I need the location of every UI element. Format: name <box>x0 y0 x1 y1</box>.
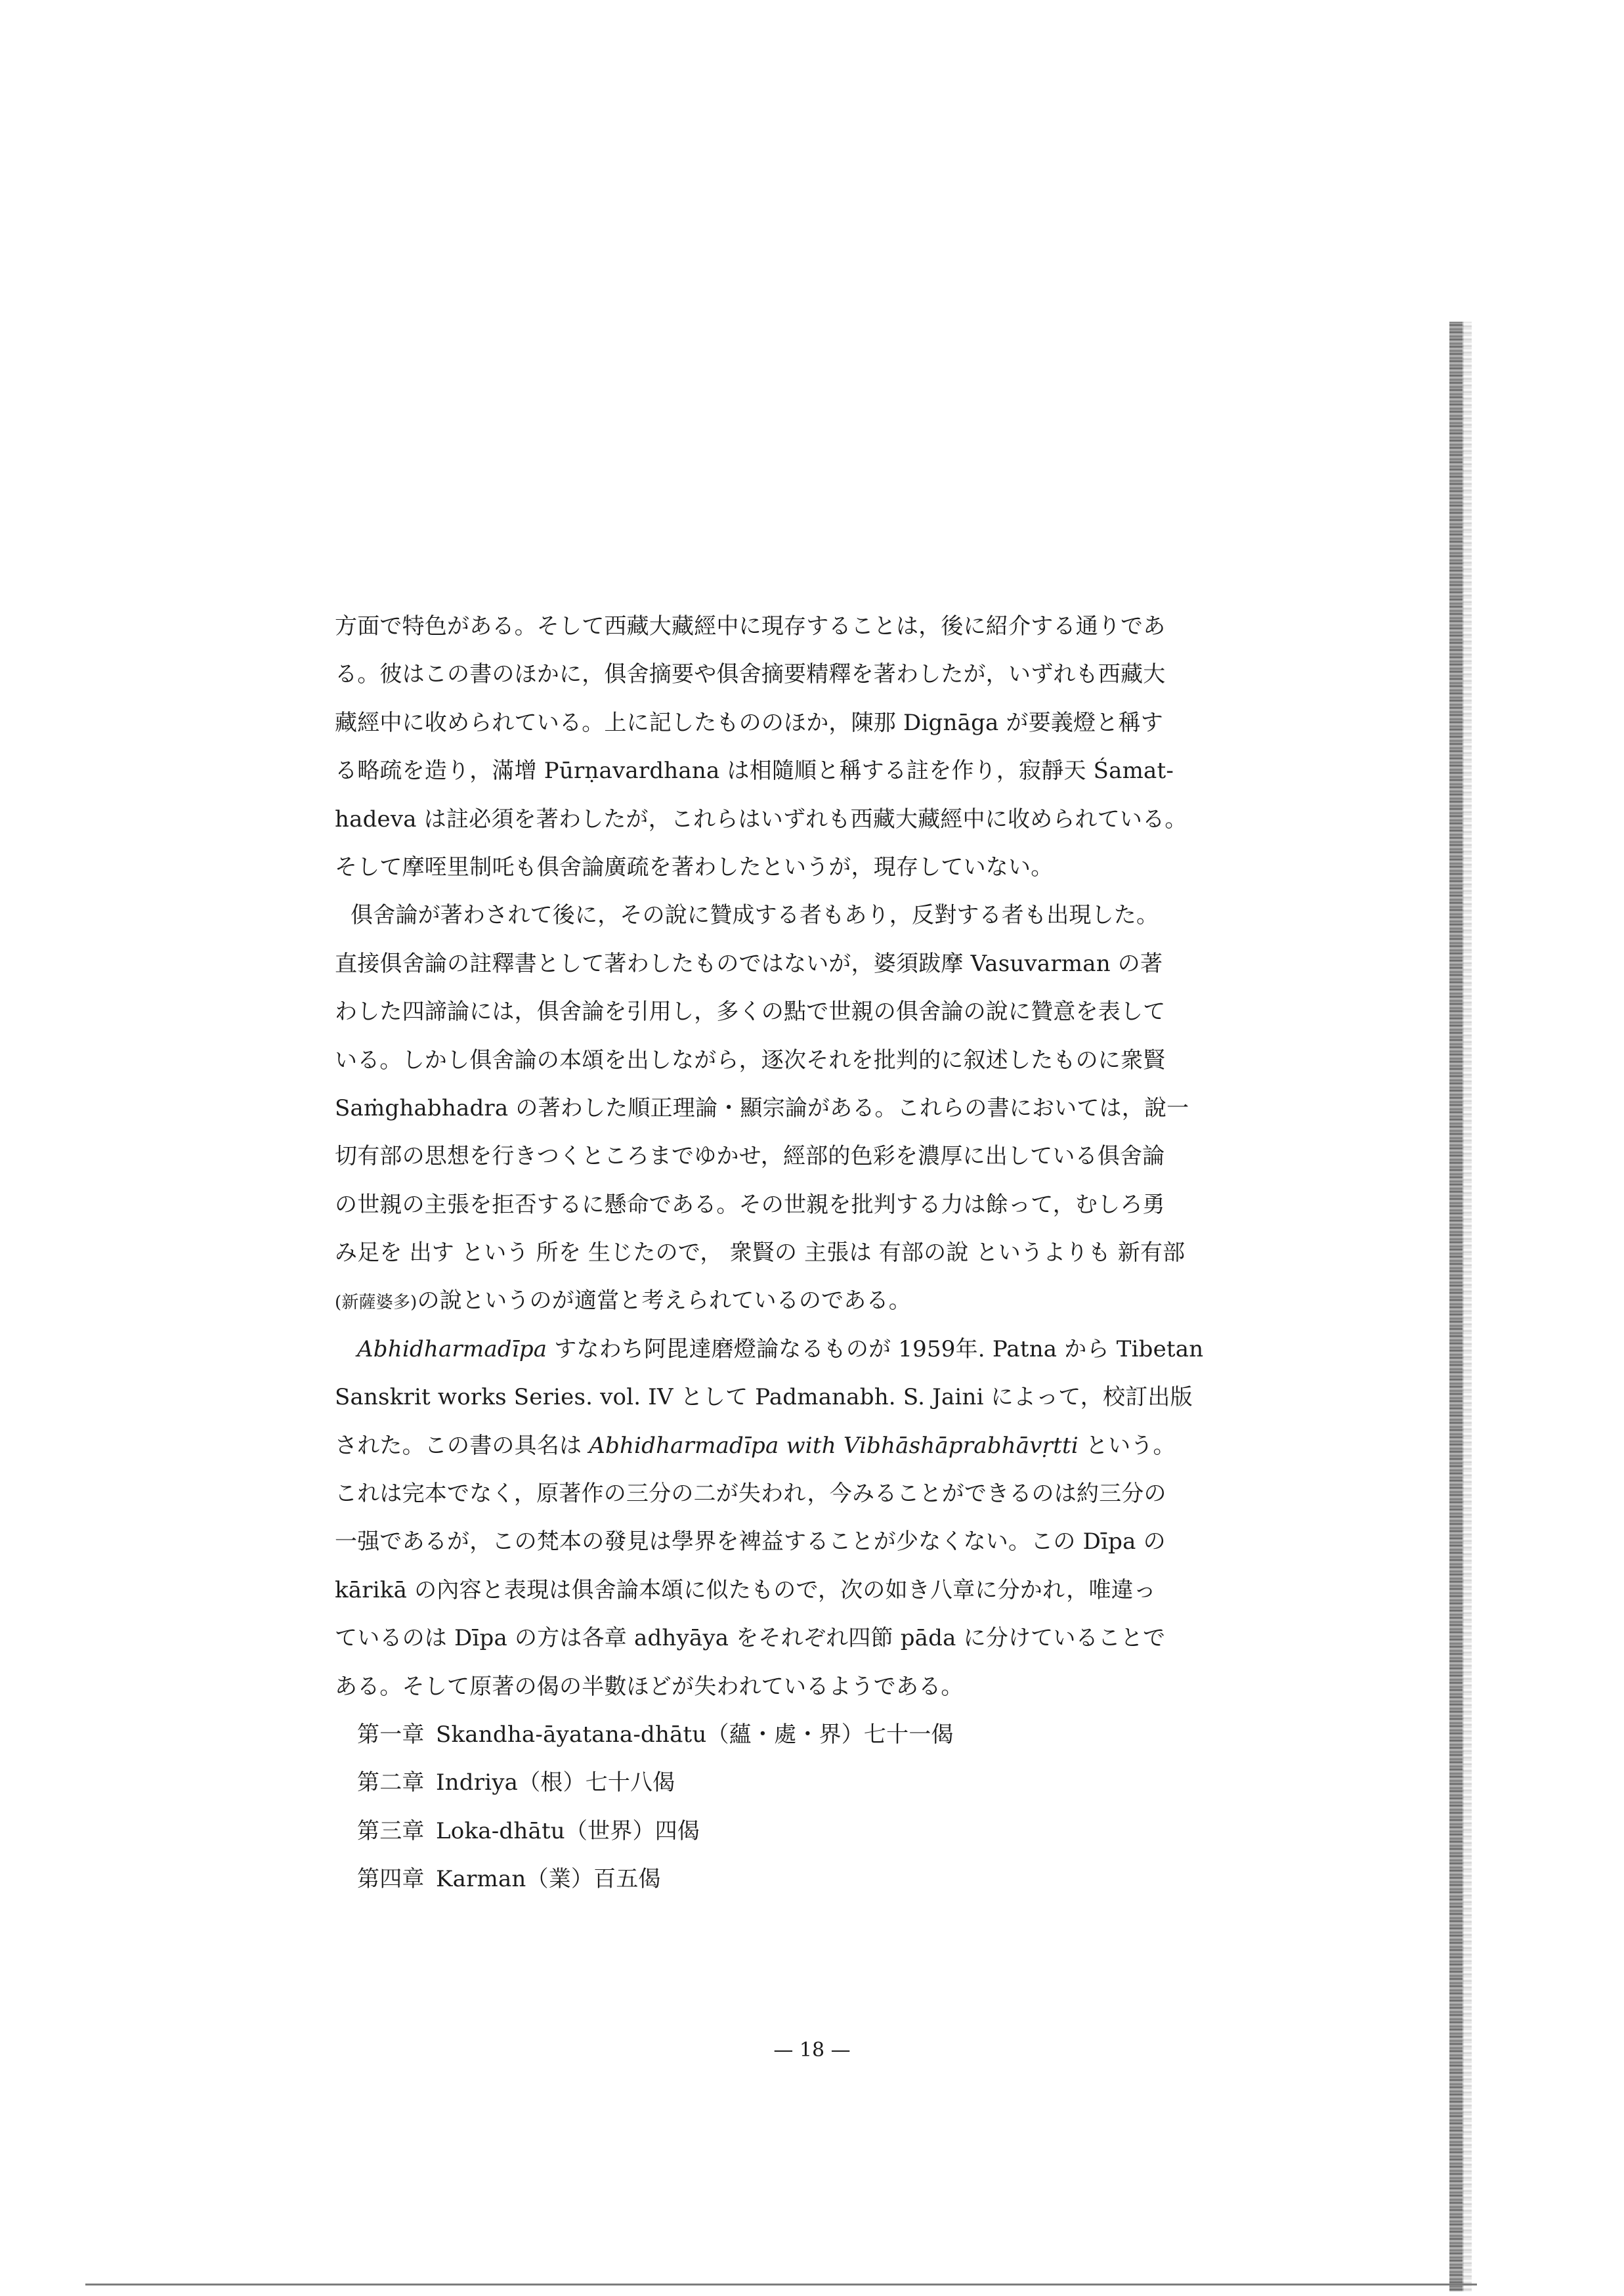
text-line <box>335 1422 1267 1470</box>
scan-edge-noise <box>1463 322 1472 2291</box>
inline-note: (新薩婆多) <box>335 1293 417 1313</box>
text-line: ているのは Dīpa の方は各章 adhyāya をそれぞれ四節 pāda に分けていることで <box>335 1625 1166 1652</box>
text-line: わした四諦論には，俱舍論を引用し，多くの點で世親の俱舍論の說に贊意を表して <box>335 999 1166 1026</box>
chapter-title: Loka-dhātu（世界）四偈 <box>436 1817 700 1844</box>
chapter-number: 第三章 <box>357 1817 425 1844</box>
text-line: 一强であるが，この梵本の發見は學界を裨益することが少なくない。この Dīpa の <box>335 1528 1166 1555</box>
text-line: の世親の主張を拒否するに懸命である。その世親を批判する力は餘って，むしろ勇 <box>335 1191 1165 1218</box>
text-line: そして摩咥里制吒も俱舍論廣疏を著わしたというが，現存していない。 <box>335 854 1054 880</box>
chapter-number: 第二章 <box>357 1769 425 1796</box>
chapter-item <box>335 1808 1267 1855</box>
text-line: ある。そして原著の偈の半數ほどが失われているようである。 <box>335 1673 964 1700</box>
text-span: という。 <box>1078 1432 1176 1459</box>
text-line: いる。しかし俱舍論の本頌を出しながら，逐次それを批判的に叙述したものに衆賢 <box>335 1047 1166 1073</box>
page-number: — 18 — <box>773 2039 851 2062</box>
text-line: 直接俱舍論の註釋書として著わしたものではないが，婆須跋摩 Vasuvarman の著 <box>335 950 1163 977</box>
text-line: kārikā の內容と表現は俱舍論本頌に似たもので，次の如き八章に分かれ，唯違っ <box>335 1576 1157 1603</box>
chapter-number: 第四章 <box>357 1866 425 1893</box>
text-span: すなわち阿毘達磨燈論なるものが 1959年. Patna から Tibetan <box>547 1335 1204 1362</box>
text-span: の說というのが適當と考えられているのである。 <box>417 1288 911 1314</box>
text-line: み足を 出す という 所を 生じたので， 衆賢の 主張は 有部の說 というよりも 新有部 <box>335 1240 1186 1267</box>
text-line <box>335 1277 1267 1325</box>
text-span: された。この書の具名は <box>335 1432 589 1459</box>
chapter-number: 第一章 <box>357 1721 425 1748</box>
text-line: る略疏を造り，滿增 Pūrṇavardhana は相隨順と稱する註を作り，寂靜天 Śamat- <box>335 758 1174 785</box>
chapter-title: Karman（業）百五偈 <box>436 1866 661 1893</box>
scan-edge-shadow <box>1449 322 1464 2291</box>
chapter-item <box>335 1711 1267 1759</box>
chapter-item <box>335 1759 1267 1807</box>
chapter-item <box>335 1855 1267 1903</box>
text-line: 藏經中に收められている。上に記したもののほか，陳那 Dignāga が要義燈と稱す <box>335 709 1163 736</box>
text-line: 切有部の思想を行きつくところまでゆかせ，經部的色彩を濃厚に出している俱舍論 <box>335 1143 1165 1170</box>
text-line: hadeva は註必須を著わしたが，これらはいずれも西藏大藏經中に收められている。 <box>335 806 1187 833</box>
bottom-scan-line <box>85 2284 1477 2285</box>
body-text <box>335 603 1267 1904</box>
chapter-title: Indriya（根）七十八偈 <box>436 1769 675 1796</box>
title-italic: Abhidharmadīpa <box>357 1335 547 1362</box>
text-line: Sanskrit works Series. vol. IV として Padmanabh. S. Jaini によって，校訂出版 <box>335 1384 1193 1411</box>
title-italic: Abhidharmadīpa with Vibhāshāprabhāvṛtti <box>589 1432 1079 1459</box>
text-line: Saṁghabhadra の著わした順正理論・顯宗論がある。これらの書においては，說一 <box>335 1094 1189 1121</box>
text-line: る。彼はこの書のほかに，俱舍摘要や俱舍摘要精釋を著わしたが，いずれも西藏大 <box>335 661 1166 688</box>
text-line: 俱舍論が著わされて後に，その說に贊成する者もあり，反對する者も出現した。 <box>351 902 1159 929</box>
text-line: 方面で特色がある。そして西藏大藏經中に現存することは，後に紹介する通りであ <box>335 613 1166 639</box>
chapter-title: Skandha-āyatana-dhātu（蘊・處・界）七十一偈 <box>436 1721 954 1748</box>
text-line: これは完本でなく，原著作の三分の二が失われ，今みることができるのは約三分の <box>335 1481 1166 1507</box>
text-line <box>335 1326 1267 1374</box>
